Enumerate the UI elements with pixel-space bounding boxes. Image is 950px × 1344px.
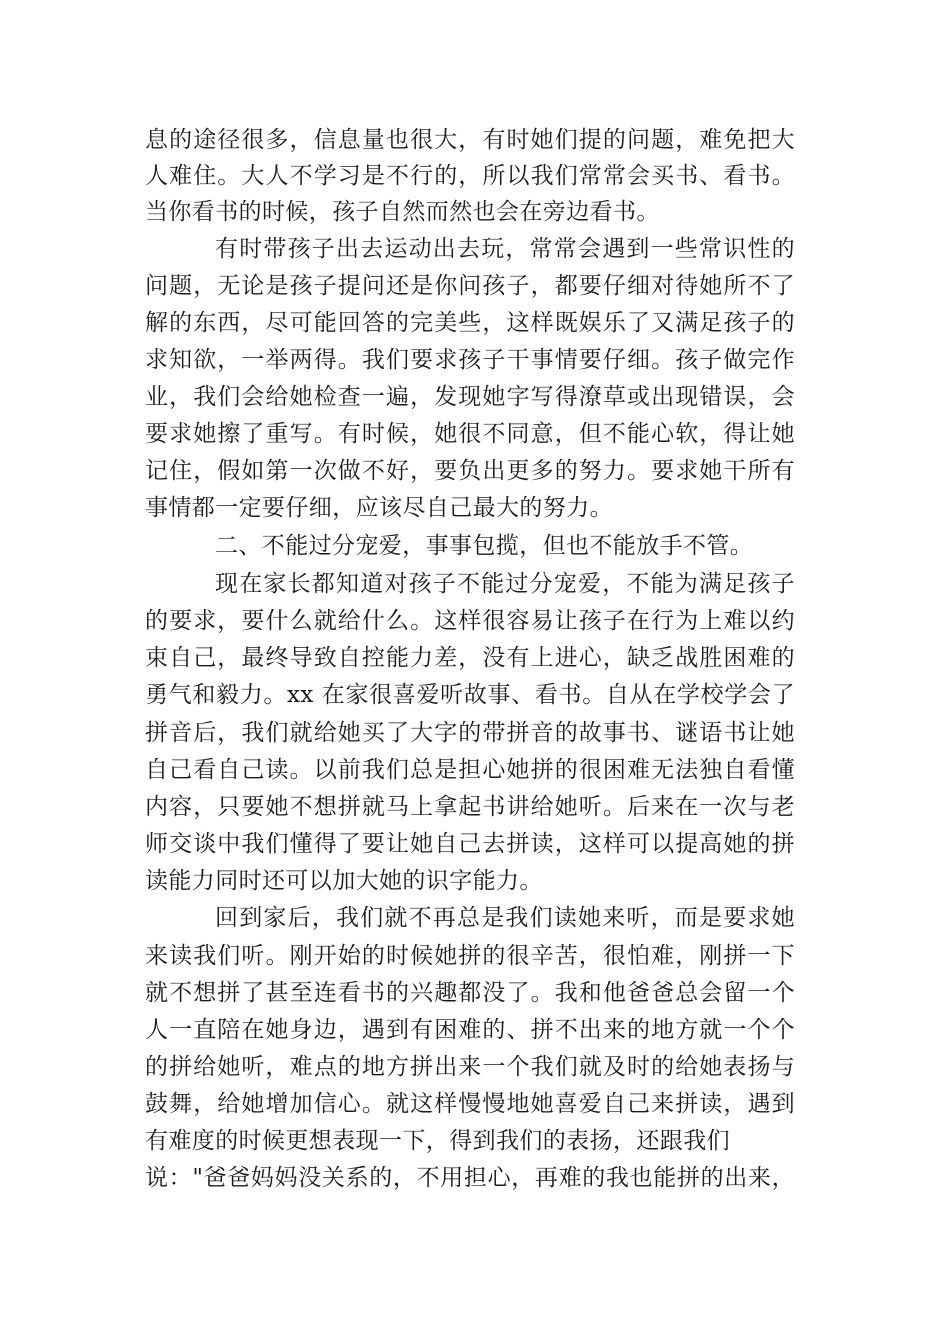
section-heading: 二、不能过分宠爱，事事包揽，但也不能放手不管。 xyxy=(215,533,754,559)
paragraph-first-line: 回到家后，我们就不再总是我们读她来听，而是要求她 xyxy=(215,905,795,931)
text-line: 来读我们听。刚开始的时候她拼的很辛苦，很怕难，刚拼一下 xyxy=(145,943,795,969)
text-line: 读能力同时还可以加大她的识字能力。 xyxy=(145,868,543,894)
text-line: 当你看书的时候，孩子自然而然也会在旁边看书。 xyxy=(145,199,660,225)
text-line: 人一直陪在她身边，遇到有困难的、拼不出来的地方就一个个 xyxy=(145,1017,795,1043)
text-line: 求知欲，一举两得。我们要求孩子干事情要仔细。孩子做完作 xyxy=(145,347,795,373)
text-line: 事情都一定要仔细，应该尽自己最大的努力。 xyxy=(145,495,613,521)
text-line: 要求她擦了重写。有时候，她很不同意，但不能心软，得让她 xyxy=(145,421,795,447)
text-line: 勇气和毅力。xx 在家很喜爱听故事、看书。自从在学校学会了 xyxy=(145,682,795,708)
text-line: 自己看自己读。以前我们总是担心她拼的很困难无法独自看懂 xyxy=(145,757,795,783)
paragraph-first-line: 有时带孩子出去运动出去玩，常常会遇到一些常识性的 xyxy=(215,236,795,262)
paragraph-first-line: 现在家长都知道对孩子不能过分宠爱，不能为满足孩子 xyxy=(215,571,795,597)
text-line: 的要求，要什么就给什么。这样很容易让孩子在行为上难以约 xyxy=(145,608,795,634)
text-line: 息的途径很多，信息量也很大，有时她们提的问题，难免把大 xyxy=(145,127,795,153)
text-line: 的拼给她听，难点的地方拼出来一个我们就及时的给她表扬与 xyxy=(145,1054,795,1080)
text-line: 业，我们会给她检查一遍，发现她字写得潦草或出现错误，会 xyxy=(145,384,795,410)
text-line: 记住，假如第一次做不好，要负出更多的努力。要求她干所有 xyxy=(145,458,795,484)
text-line: 说："爸爸妈妈没关系的，不用担心，再难的我也能拼的出来， xyxy=(145,1165,795,1191)
text-line: 解的东西，尽可能回答的完美些，这样既娱乐了又满足孩子的 xyxy=(145,310,795,336)
text-line: 就不想拼了甚至连看书的兴趣都没了。我和他爸爸总会留一个 xyxy=(145,980,795,1006)
text-line: 人难住。大人不学习是不行的，所以我们常常会买书、看书。 xyxy=(145,163,795,189)
text-line: 束自己，最终导致自控能力差，没有上进心，缺乏战胜困难的 xyxy=(145,645,795,671)
text-line: 问题，无论是孩子提问还是你问孩子，都要仔细对待她所不了 xyxy=(145,273,795,299)
text-line: 师交谈中我们懂得了要让她自己去拼读，这样可以提高她的拼 xyxy=(145,831,795,857)
text-line: 内容，只要她不想拼就马上拿起书讲给她听。后来在一次与老 xyxy=(145,794,795,820)
text-line: 鼓舞，给她增加信心。就这样慢慢地她喜爱自己来拼读，遇到 xyxy=(145,1091,795,1117)
text-line: 拼音后，我们就给她买了大字的带拼音的故事书、谜语书让她 xyxy=(145,720,795,746)
text-line: 有难度的时候更想表现一下，得到我们的表扬，还跟我们 xyxy=(145,1128,730,1154)
